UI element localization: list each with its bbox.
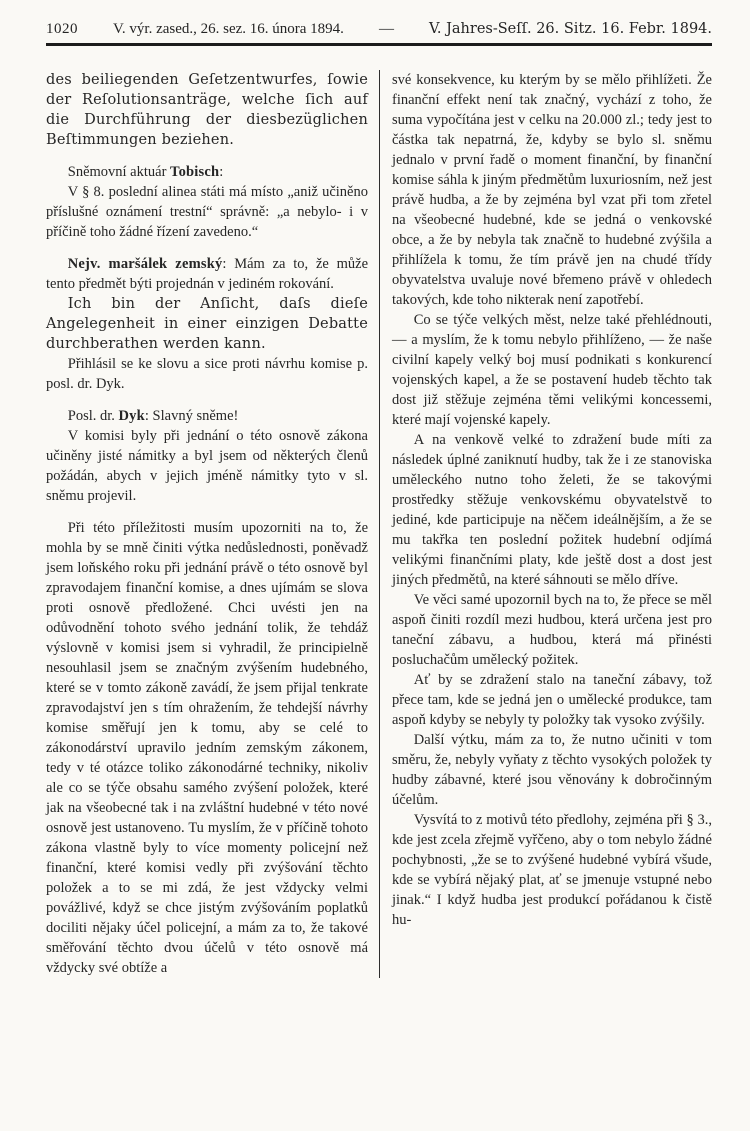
right-column: [379, 70, 712, 978]
two-column-body: [46, 70, 712, 978]
speaker-colon: :: [219, 164, 224, 180]
speech-paragraph: Ať by se zdražení stalo na taneční zábavy, tož přece tam, kde se jedná jen o umělecké produkce, tam aspoň kdyby se nebyly ty položky tak vysoko zvýšily.: [392, 672, 712, 728]
speech-paragraph: A na venkově velké to zdražení bude míti za následek úplné zaniknutí hudby, tak že i ze stanoviska uměleckého nutno toho želeti, že se takovými prostředky stěžuje venkovskému obyvatelstvě to jediné, kde participuje na něčem ideálnějším, a že se mu takřka ten poslední požitek hudební odjímá velikými finančními platy, kde ještě dost a dost jest jiných předmětů, na které sáhnouti se mělo dříve.: [392, 432, 712, 588]
speech-paragraph: Ve věci samé upozornil bych na to, že přece se měl aspoň činiti rozdíl mezi hudbou, která určena jest pro taneční zábavu, a hudbou, která má přinésti posluchačům umělecký požitek.: [392, 592, 712, 668]
left-column: [46, 70, 379, 978]
speech-paragraph: Při této příležitosti musím upozorniti na to, že mohla by se mně činiti výtka nedůslednosti, poněvadž jsem loňského roku při jednání právě o této osnově byl zpravodajem finanční komise, a dnes ujímám se slova proti osnově předložené. Chci uvésti jen na odůvodnění tohoto svého jednání tolik, že tehdáž výslovně v komisi jsem si vyhradil, že principielně nesouhlasil jsem se značným zvýšením hudebného, které se v tomto zákoně zavádí, že jsem přijal tenkrate zpravodajství jen s tím ohražením, že tehdejší návrhy komise směřují jen k tomu, aby se celé to zákonodárství upravilo jedním zemským zákonem, tedy v té otázce toliko zákonodárné techniky, nikoliv ale co se týče obsahu samého zvýšení položek, které jak na všeobecné tak i na zvláštní hudebné v této nové osnově jest ustanoveno. Tu myslím, že v příčině tohoto zákona vlastně byly to více momenty policejní než finanční, které komisi vedly při zvýšování těchto položek a to se mi zdá, že jest vždycky velmi povážlivé, když se chce jistým zvýšováním poplatků dociliti nějaky účel policejní, a mám za to, že takové směřování těchto dvou účelů v této osnově má vždycky své obtíže a: [46, 520, 368, 976]
speaker-name: Dyk: [118, 408, 145, 424]
page-number: 1020: [46, 21, 78, 37]
speech-text: : Slavný sněme!: [144, 408, 239, 424]
speech-paragraph: V § 8. poslední alinea státi má místo „aniž učiněno příslušné oznámení trestní“ správně: „a nebylo- i v příčině toho žádné řízení zavedeno.“: [46, 184, 368, 240]
speech-paragraph: Další výtku, mám za to, že nutno učiniti v tom směru, že, nebyly vyňaty z těchto vysokých položek ty hudby zábavné, které jsou věnovány k dobročinným účelům.: [392, 732, 712, 808]
speaker-paragraph-dyk: [46, 406, 368, 426]
header-rule: [46, 43, 712, 46]
speech-paragraph: V komisi byly při jednání o této osnově zákona učiněny jisté námitky a byl jsem od některých členů požádán, abych v jejich jméně námitky tyto v sl. sněmu projevil.: [46, 428, 368, 504]
speaker-role: Sněmovní aktuár: [67, 164, 171, 180]
speech-text: : Mám za to, že může tento předmět býti projednán v jediném rokování.: [46, 256, 368, 292]
header-session-german: V. Jahres-Seſſ. 26. Sitz. 16. Febr. 1894.: [428, 21, 712, 37]
speaker-heading-tobisch: [46, 162, 368, 182]
speech-paragraph: Co se týče velkých měst, nelze také přehlédnouti, — a myslím, že k tomu nebylo přihlíženo, — že naše civilní kapely velký boj musí podnikati s konkurencí vojenských kapel, a že se postavení hudeb těchto tak dost již stěžuje zejména těmi velikými koncessemi, které mají vojenské kapely.: [392, 312, 712, 428]
page-header: [46, 21, 712, 38]
header-dash: —: [378, 21, 394, 37]
header-session-czech: V. výr. zased., 26. sez. 16. února 1894.: [113, 21, 344, 37]
speech-paragraph: Přihlásil se ke slovu a sice proti návrhu komise p. posl. dr. Dyk.: [46, 356, 368, 392]
speaker-name: Nejv. maršálek zemský: [67, 256, 223, 272]
german-speech-paragraph: Ich bin der Anſicht, daſs dieſe Angelegenheit in einer einzigen Debatte durchberathen werden kann.: [46, 296, 368, 352]
speech-paragraph: Vysvítá to z motivů této předlohy, zejména při § 3., kde jest zcela zřejmě vyřčeno, aby o tom nebylo žádné pochybnosti, „že se to zvýšené hudebné vybírá všude, kde se vybírá nějaký plat, ať se jmenuje vstupné nebo jinak.“ I když hudba jest produkcí pořádanou k čistě hu-: [392, 812, 712, 928]
speaker-paragraph-marshal: [46, 254, 368, 294]
speaker-name: Tobisch: [170, 164, 220, 180]
speech-paragraph: své konsekvence, ku kterým by se mělo přihlížeti. Že finanční effekt není tak značný, vychází z toho, že suma vypočítána jest v celku na 20.000 zl.; tedy jest to částka tak nepatrná, že, kdyby se bylo sl. sněmu jednalo v první řadě o moment finanční, by finanční komise sáhla k jiným předmětům luxuriosním, než jest právě hudba, a že by zejména byl vzat při tom zřetel na všeobecné hudebné, kde se jedná o venkovské obce, a že by nebyla tak značně to hudebné zvýšila a přihlížela k tomu, že tím právě jen na chudé třídy obyvatelstva uvaluje nové břemeno právě v ohledech takových, kde toho nikterak není zapotřebí.: [392, 72, 712, 308]
speaker-role: Posl. dr.: [67, 408, 119, 424]
german-continuation-paragraph: des beiliegenden Geſetzentwurfes, ſowie der Reſolutionsanträge, welche ſich auf die Durchführung der diesbezüglichen Beſtimmungen beziehen.: [46, 72, 368, 148]
